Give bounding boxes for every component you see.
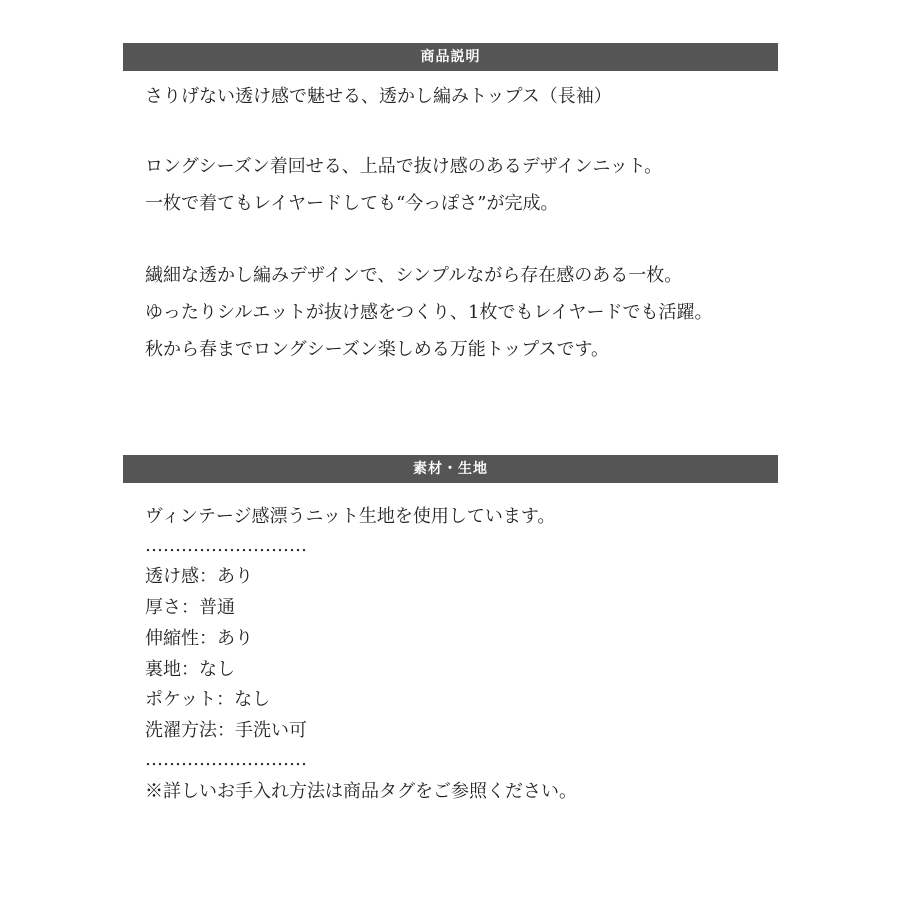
spec-washing: 洗濯方法：手洗い可 <box>145 720 307 741</box>
section-header-description: 商品説明 <box>123 43 778 71</box>
spec-stretch: 伸縮性：あり <box>145 628 253 649</box>
spec-pocket: ポケット：なし <box>145 689 271 710</box>
care-note: ※詳しいお手入れ方法は商品タグをご参照ください。 <box>145 781 577 802</box>
material-intro: ヴィンテージ感漂うニット生地を使用しています。 <box>145 506 556 527</box>
section-header-material: 素材・生地 <box>123 455 778 483</box>
description-line-2: ロングシーズン着回せる、上品で抜け感のあるデザインニット。 <box>145 156 663 177</box>
spec-sheerness: 透け感：あり <box>145 566 253 587</box>
spec-lining: 裏地：なし <box>145 659 235 680</box>
description-line-5: ゆったりシルエットが抜け感をつくり、1枚でもレイヤードでも活躍。 <box>145 302 713 323</box>
spec-thickness: 厚さ：普通 <box>145 597 235 618</box>
material-separator-bottom: ……………………… <box>145 749 307 770</box>
description-line-4: 繊細な透かし編みデザインで、シンプルながら存在感のある一枚。 <box>145 265 683 286</box>
description-line-1: さりげない透け感で魅せる、透かし編みトップス（長袖） <box>145 86 612 107</box>
description-line-3: 一枚で着てもレイヤードしても“今っぽさ”が完成。 <box>145 193 559 214</box>
description-line-6: 秋から春までロングシーズン楽しめる万能トップスです。 <box>145 339 610 360</box>
material-separator-top: ……………………… <box>145 535 307 556</box>
